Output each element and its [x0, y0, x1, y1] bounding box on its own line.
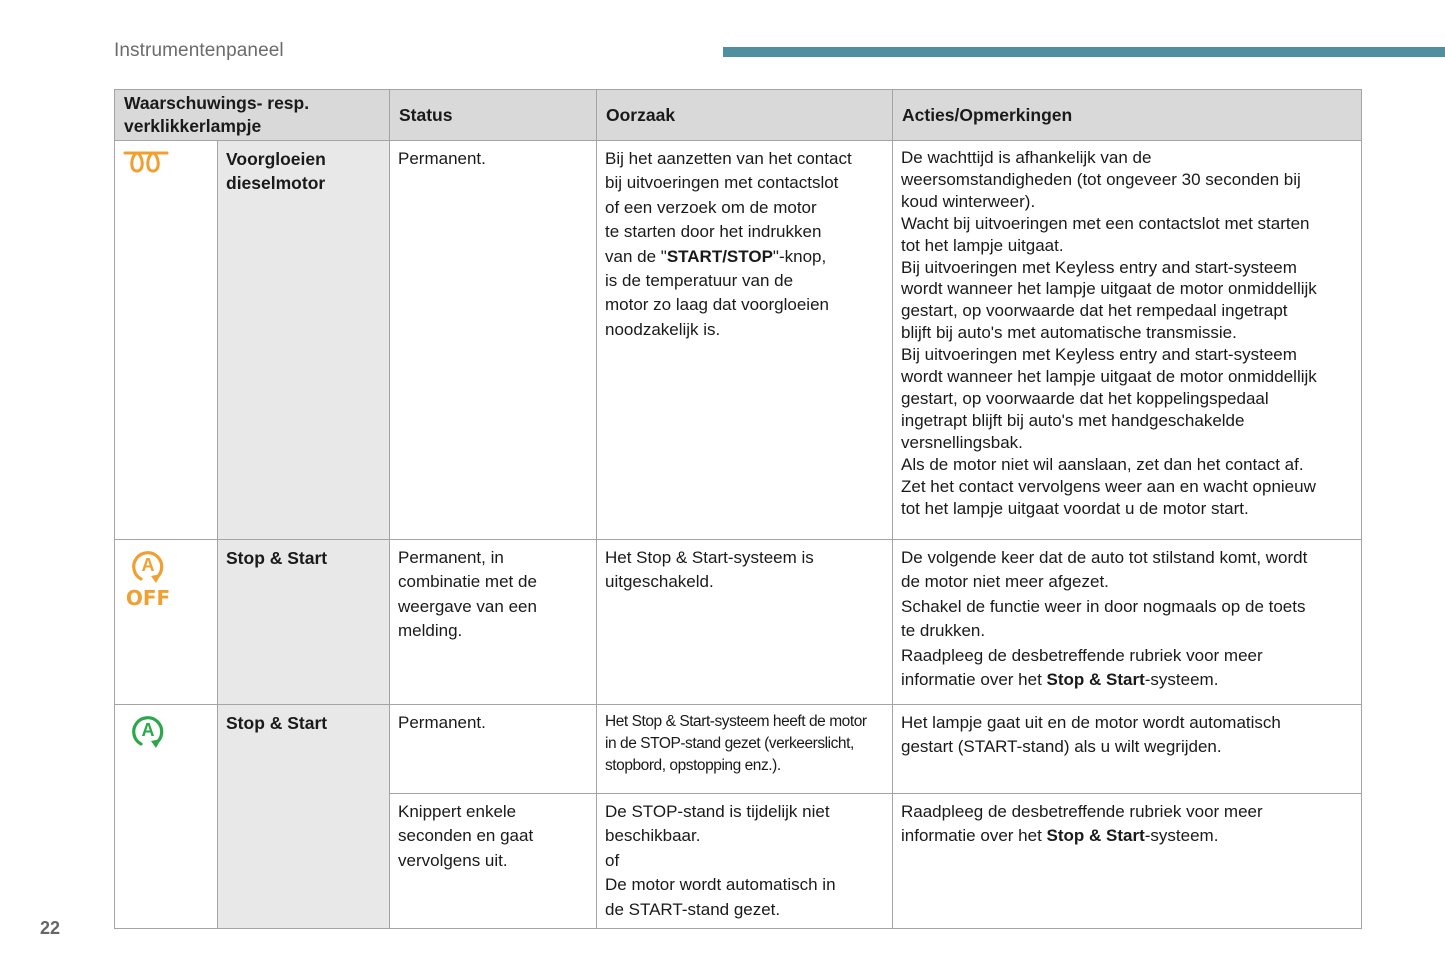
cause-line: te starten door het indrukken [605, 222, 822, 242]
cause-line: is de temperatuur van de [605, 271, 794, 291]
cause-line: of een verzoek om de motor [605, 197, 817, 217]
action-line: tot het lampje uitgaat voordat u de motor start. [901, 498, 1249, 518]
action-line: te drukken. [901, 621, 986, 641]
lamp-name: Stop & Start [218, 705, 390, 929]
column-header-actions: Acties/Opmerkingen [893, 90, 1362, 141]
action-line [901, 668, 1353, 692]
lamp-name [218, 141, 390, 540]
action-line: versnellingsbak. [901, 432, 1023, 452]
action-line: De wachttijd is afhankelijk van de [901, 148, 1152, 167]
action-line: koud winterweer). [901, 191, 1036, 211]
table-row [115, 141, 1362, 540]
action-text: -systeem. [1144, 826, 1219, 846]
action-line: wordt wanneer het lampje uitgaat de motor onmiddellijk [901, 367, 1317, 387]
cause-line: De STOP-stand is tijdelijk niet [605, 802, 830, 821]
status-cell: Permanent. [390, 705, 597, 794]
action-text: -systeem. [1144, 670, 1219, 690]
cause-line: De motor wordt automatisch in [605, 875, 836, 895]
action-line: De volgende keer dat de auto tot stilstand komt, wordt [901, 548, 1308, 567]
lamp-icon-cell [115, 141, 218, 540]
column-header-status: Status [390, 90, 597, 141]
action-line: Als de motor niet wil aanslaan, zet dan het contact af. [901, 454, 1304, 474]
cause-text: "-knop, [772, 246, 827, 266]
cause-line: beschikbaar. [605, 826, 701, 846]
cause-line [605, 245, 884, 269]
action-line [901, 824, 1353, 848]
cause-cell [597, 705, 893, 794]
status-line: combinatie met de [398, 572, 537, 592]
stop-start-off-icon-letter: A [141, 555, 155, 575]
stop-start-off-icon [123, 555, 173, 612]
stop-start-off-icon-label: OFF [125, 586, 171, 608]
action-line: Raadpleeg de desbetreffende rubriek voor meer [901, 802, 1263, 821]
cause-cell [597, 141, 893, 540]
action-text: informatie over het [901, 826, 1047, 846]
status-line: seconden en gaat [398, 826, 534, 846]
actions-cell [893, 141, 1362, 540]
status-line: vervolgens uit. [398, 850, 508, 870]
stop-start-reference: Stop & Start [1046, 826, 1145, 846]
lamp-icon-cell [115, 705, 218, 929]
section-title: Instrumentenpaneel [114, 40, 284, 61]
table-row [115, 705, 1362, 794]
cause-line: de START-stand gezet. [605, 899, 781, 919]
cause-cell [597, 794, 893, 929]
header-accent-bar [723, 47, 1445, 57]
status-cell: Permanent. [390, 141, 597, 540]
stop-start-active-icon-letter: A [141, 720, 155, 740]
cause-line: of [605, 850, 620, 870]
action-text: informatie over het [901, 670, 1047, 690]
cause-line: uitgeschakeld. [605, 572, 714, 592]
cause-line: Bij het aanzetten van het contact [605, 149, 852, 168]
column-header-lamp-line: Waarschuwings- resp. [124, 93, 310, 113]
action-line: Bij uitvoeringen met Keyless entry and start-systeem [901, 257, 1297, 277]
lamp-name-line: dieselmotor [226, 173, 326, 194]
column-header-lamp-line: verklikkerlampje [124, 116, 262, 136]
status-cell [390, 794, 597, 929]
column-header-lamp [115, 90, 390, 141]
action-line: gestart (START-stand) als u wilt wegrijden. [901, 737, 1222, 757]
table-header-row [115, 90, 1362, 141]
page-number: 22 [40, 918, 61, 938]
action-line: wordt wanneer het lampje uitgaat de motor onmiddellijk [901, 279, 1317, 299]
stop-start-reference: Stop & Start [1046, 670, 1145, 690]
lamp-name-line: Voorgloeien [226, 149, 326, 169]
column-header-cause: Oorzaak [597, 90, 893, 141]
action-line: Het lampje gaat uit en de motor wordt automatisch [901, 713, 1281, 732]
action-line: ingetrapt blijft bij auto's met handgeschakelde [901, 410, 1245, 430]
action-line: gestart, op voorwaarde dat het rempedaal ingetrapt [901, 301, 1288, 321]
status-cell [390, 540, 597, 705]
actions-cell [893, 794, 1362, 929]
action-line: Bij uitvoeringen met Keyless entry and start-systeem [901, 345, 1297, 365]
cause-line: motor zo laag dat voorgloeien [605, 295, 829, 315]
action-line: gestart, op voorwaarde dat het koppelingspedaal [901, 388, 1269, 408]
action-line: Schakel de functie weer in door nogmaals op de toets [901, 596, 1306, 616]
status-line: Permanent, in [398, 548, 504, 567]
actions-cell [893, 705, 1362, 794]
cause-text: van de " [605, 246, 667, 266]
start-stop-button-label: START/STOP [666, 246, 773, 266]
action-line: blijft bij auto's met automatische transmissie. [901, 323, 1237, 343]
cause-line: Het Stop & Start-systeem is [605, 548, 814, 567]
status-line: weergave van een [398, 596, 537, 616]
action-line: Raadpleeg de desbetreffende rubriek voor meer [901, 645, 1263, 665]
warning-lamps-table [114, 89, 1362, 929]
glow-plug-coil-icon [123, 160, 169, 179]
actions-cell [893, 540, 1362, 705]
action-line: Zet het contact vervolgens weer aan en wacht opnieuw [901, 476, 1316, 496]
action-line: weersomstandigheden (tot ongeveer 30 seconden bij [901, 169, 1301, 189]
cause-line: stopbord, opstopping enz.). [605, 757, 781, 774]
table-row [115, 540, 1362, 705]
cause-cell [597, 540, 893, 705]
stop-start-active-icon [123, 720, 173, 755]
cause-line: noodzakelijk is. [605, 319, 721, 339]
cause-line: in de STOP-stand gezet (verkeerslicht, [605, 735, 854, 752]
action-line: de motor niet meer afgezet. [901, 572, 1109, 592]
status-line: melding. [398, 621, 463, 641]
lamp-name: Stop & Start [218, 540, 390, 705]
status-line: Knippert enkele [398, 802, 517, 821]
lamp-icon-cell [115, 540, 218, 705]
action-line: tot het lampje uitgaat. [901, 235, 1064, 255]
cause-line: Het Stop & Start-systeem heeft de motor [605, 713, 867, 730]
cause-line: bij uitvoeringen met contactslot [605, 173, 839, 193]
action-line: Wacht bij uitvoeringen met een contactslot met starten [901, 213, 1310, 233]
